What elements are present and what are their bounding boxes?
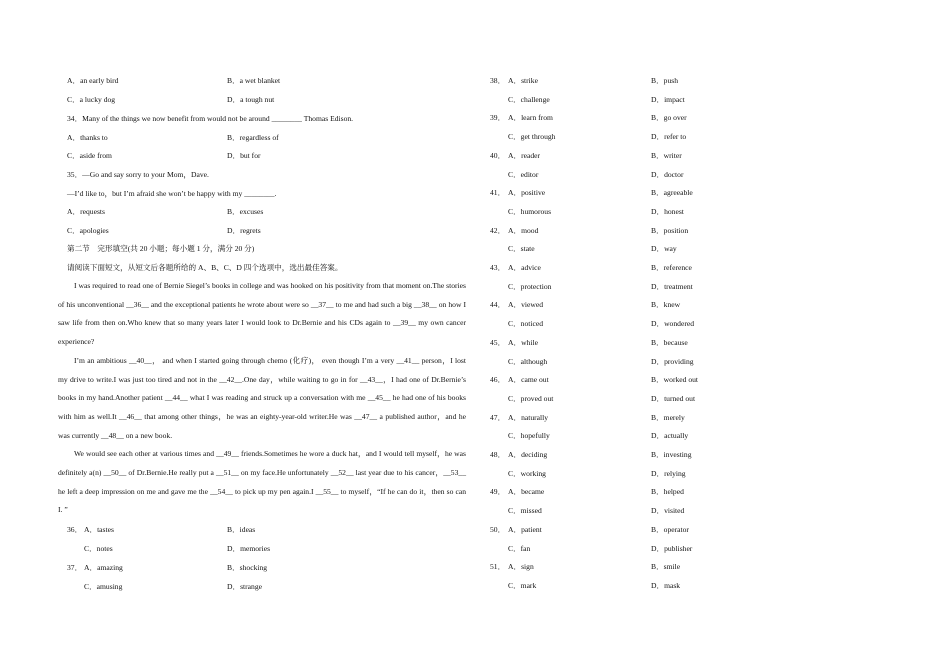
q35-option-d: D．regrets xyxy=(227,226,261,235)
q35-stem-line1: 35．—Go and say sorry to your Mom，Dave. xyxy=(67,170,209,179)
q37-option-b: B．shocking xyxy=(227,563,268,572)
q43-option-a: A．advice xyxy=(508,263,541,272)
q48-option-d: D．relying xyxy=(651,469,686,478)
q50-option-a: A．patient xyxy=(508,525,542,534)
q50-option-c: C．fan xyxy=(508,544,531,553)
q51-number: 51． xyxy=(490,562,506,571)
q33-option-d: D．a tough nut xyxy=(227,95,275,104)
q41-option-c: C．humorous xyxy=(508,207,552,216)
q50-option-b: B．operator xyxy=(651,525,689,534)
q49-option-b: B．helped xyxy=(651,487,684,496)
q35-option-b: B．excuses xyxy=(227,207,264,216)
q47-option-c: C．hopefully xyxy=(508,431,550,440)
q47-option-b: B．merely xyxy=(651,413,685,422)
q36-option-a: A．tastes xyxy=(84,525,114,534)
q48-option-a: A．deciding xyxy=(508,450,548,459)
q37-option-d: D．strange xyxy=(227,582,263,591)
q51-option-b: B．smile xyxy=(651,562,681,571)
q34-option-d: D．but for xyxy=(227,151,261,160)
q34-option-a: A．thanks to xyxy=(67,133,108,142)
q45-option-c: C．although xyxy=(508,357,548,366)
q38-option-c: C．challenge xyxy=(508,95,550,104)
q38-option-d: D．impact xyxy=(651,95,685,104)
q42-number: 42． xyxy=(490,226,506,235)
q44-option-c: C．noticed xyxy=(508,319,544,328)
q36-option-d: D．memories xyxy=(227,544,271,553)
q45-option-b: B．because xyxy=(651,338,688,347)
q40-option-a: A．reader xyxy=(508,151,541,160)
q50-option-d: D．publisher xyxy=(651,544,693,553)
q42-option-b: B．position xyxy=(651,226,689,235)
q40-option-c: C．editor xyxy=(508,170,539,179)
q34-stem: 34．Many of the things we now benefit from would not be around ________ Thomas Edison. xyxy=(67,114,354,123)
q41-option-d: D．honest xyxy=(651,207,684,216)
q47-number: 47． xyxy=(490,413,506,422)
q46-number: 46． xyxy=(490,375,506,384)
q39-option-a: A．learn from xyxy=(508,113,553,122)
q46-option-d: D．turned out xyxy=(651,394,696,403)
q46-option-b: B．worked out xyxy=(651,375,699,384)
q35-stem-line2: —I’d like to，but I’m afraid she won’t be happy with my ________. xyxy=(67,189,277,198)
q45-number: 45． xyxy=(490,338,506,347)
q48-number: 48． xyxy=(490,450,506,459)
q42-option-d: D．way xyxy=(651,244,677,253)
q39-option-c: C．get through xyxy=(508,132,556,141)
q35-option-c: C．apologies xyxy=(67,226,109,235)
q45-option-a: A．while xyxy=(508,338,538,347)
q38-option-b: B．push xyxy=(651,76,679,85)
q46-option-a: A．came out xyxy=(508,375,549,384)
q48-option-b: B．investing xyxy=(651,450,692,459)
q36-option-b: B．ideas xyxy=(227,525,256,534)
q51-option-d: D．mask xyxy=(651,581,681,590)
q33-option-a: A．an early bird xyxy=(67,76,119,85)
q49-option-d: D．visited xyxy=(651,506,685,515)
q44-option-a: A．viewed xyxy=(508,300,544,309)
q39-option-d: D．refer to xyxy=(651,132,687,141)
q33-option-c: C．a lucky dog xyxy=(67,95,116,104)
q50-number: 50． xyxy=(490,525,506,534)
q34-option-b: B．regardless of xyxy=(227,133,279,142)
q35-option-a: A．requests xyxy=(67,207,105,216)
q38-number: 38． xyxy=(490,76,506,85)
q33-option-b: B．a wet blanket xyxy=(227,76,281,85)
q44-number: 44． xyxy=(490,300,506,309)
q36-number: 36． xyxy=(67,525,83,534)
q41-option-a: A．positive xyxy=(508,188,546,197)
q43-option-c: C．protection xyxy=(508,282,552,291)
q47-option-d: D．actually xyxy=(651,431,689,440)
q39-option-b: B．go over xyxy=(651,113,687,122)
q49-option-a: A．became xyxy=(508,487,545,496)
q40-number: 40． xyxy=(490,151,506,160)
q49-option-c: C．missed xyxy=(508,506,542,515)
q43-option-b: B．reference xyxy=(651,263,692,272)
q44-option-d: D．wondered xyxy=(651,319,695,328)
cloze-passage xyxy=(58,277,466,520)
section-instructions: 请阅读下面短文，从短文后各题所给的 A、B、C、D 四个选项中，选出最佳答案。 xyxy=(67,263,343,272)
q45-option-d: D．providing xyxy=(651,357,694,366)
q51-option-a: A．sign xyxy=(508,562,534,571)
q38-option-a: A．strike xyxy=(508,76,538,85)
q40-option-d: D．doctor xyxy=(651,170,684,179)
q39-number: 39． xyxy=(490,113,506,122)
passage-paragraph-2: I’m an ambitious __40__， and when I started going through chemo (化疗)， even though I’m a very __41__ person，I lost my drive to write.I was just too tired and not in the __42__.One day，while waiting to go in for __43__，I had one of Dr.Bernie’s books in my hand.Another patient __44__ what I was reading and struck up a conversation with me __45__ he had one of his books with him as well.It __46__ that among other things，he was an eighty-year-old writer.He was __47__ a published author，and he was currently __48__ on a new book. xyxy=(58,355,466,440)
q40-option-b: B．writer xyxy=(651,151,682,160)
q46-option-c: C．proved out xyxy=(508,394,554,403)
q34-option-c: C．aside from xyxy=(67,151,112,160)
q42-option-c: C．state xyxy=(508,244,535,253)
q44-option-b: B．knew xyxy=(651,300,681,309)
passage-paragraph-1: I was required to read one of Bernie Siegel’s books in college and was hooked on his positivity from that moment on.The stories of his unconventional __36__ and the exceptional patients he wrote about were so __37__ to me and had such a big __38__ on how I saw life from then on.Who knew that so many years later I would look to Dr.Bernie and his CDs again to __39__ my own cancer experience? xyxy=(58,281,466,347)
section-title: 第二节 完形填空(共 20 小题；每小题 1 分，满分 20 分) xyxy=(67,244,255,253)
q47-option-a: A．naturally xyxy=(508,413,549,422)
q36-option-c: C．notes xyxy=(84,544,113,553)
q49-number: 49． xyxy=(490,487,506,496)
q43-option-d: D．treatment xyxy=(651,282,693,291)
passage-paragraph-3: We would see each other at various times and __49__ friends.Sometimes he wore a duck hat，and I would tell myself，he was definitely a(n) __50__ of Dr.Bernie.He really put a __51__ on my face.He unfortunately __52__ last year due to his cancer，__53__ he left a deep impression on me and gave me the __54__ to pick up my pen again.I __55__ to myself，“If he can do it，then so can I. ” xyxy=(58,449,466,515)
q42-option-a: A．mood xyxy=(508,226,539,235)
q41-number: 41． xyxy=(490,188,506,197)
q51-option-c: C．mark xyxy=(508,581,537,590)
q37-number: 37． xyxy=(67,563,83,572)
q48-option-c: C．working xyxy=(508,469,546,478)
q37-option-a: A．amazing xyxy=(84,563,123,572)
q41-option-b: B．agreeable xyxy=(651,188,693,197)
q43-number: 43． xyxy=(490,263,506,272)
q37-option-c: C．amusing xyxy=(84,582,123,591)
